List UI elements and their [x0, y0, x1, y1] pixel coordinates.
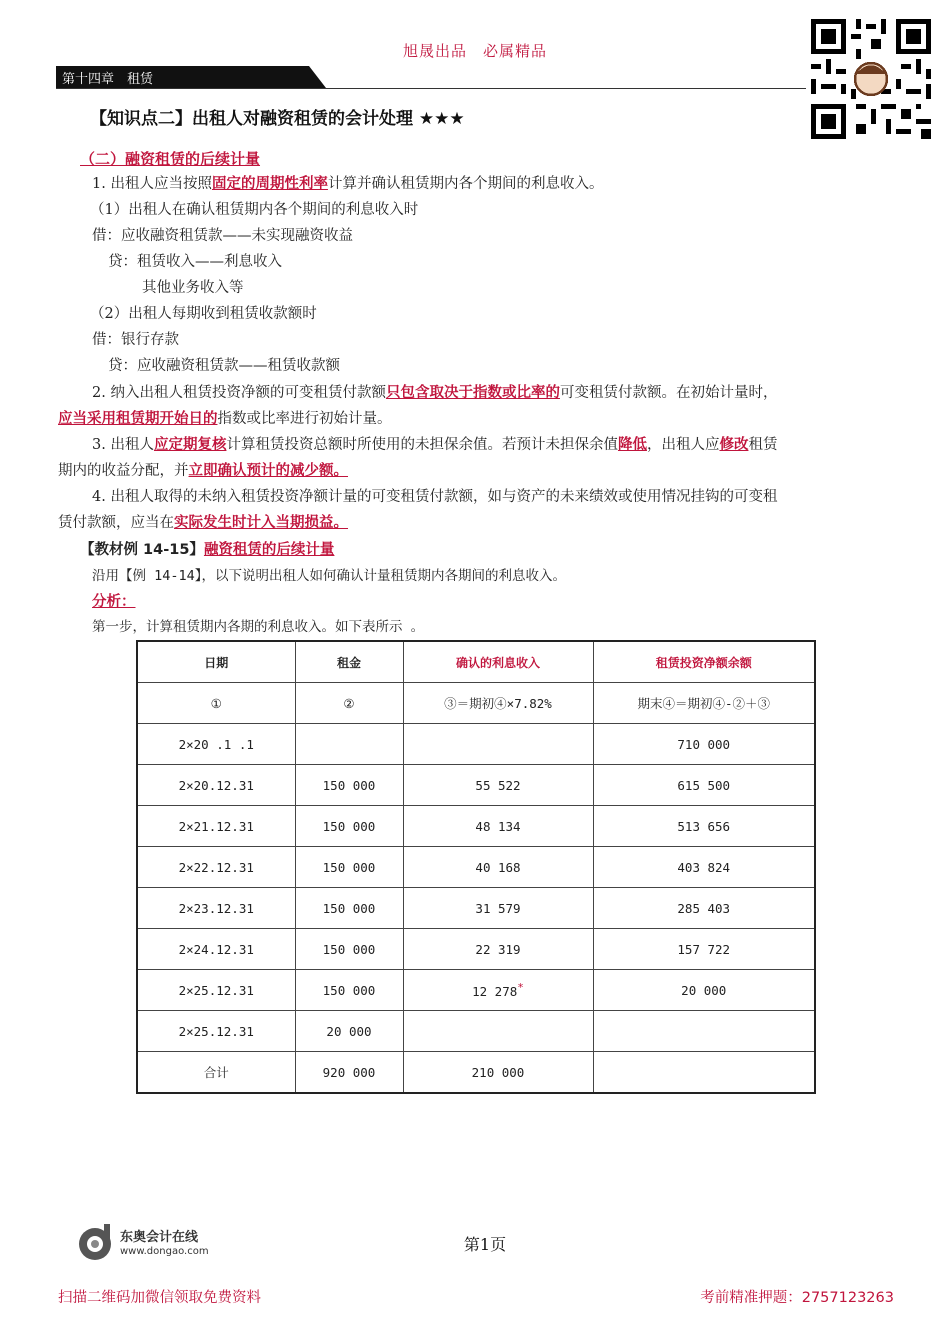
section-title: 【知识点二】出租人对融资租赁的会计处理 ★★★: [90, 109, 465, 129]
subsection-title: （二）融资租赁的后续计量: [80, 150, 261, 168]
table-cell: 157 722: [593, 929, 815, 970]
paragraph-1: [92, 172, 603, 193]
journal-credit-1b: 其他业务收入等: [142, 280, 244, 296]
table-cell: 2×20.12.31: [137, 765, 295, 806]
table-row: [137, 888, 815, 929]
table-cell: 2×25.12.31: [137, 970, 295, 1011]
table-cell: 920 000: [295, 1052, 403, 1094]
highlight: 立即确认预计的减少额。: [188, 462, 348, 479]
paragraph-6-cont: [58, 511, 348, 532]
star-marker: *: [517, 980, 524, 994]
highlight: 只包含取决于指数或比率的: [385, 384, 560, 401]
page-number: 第1页: [463, 1235, 507, 1254]
table-total-row: [137, 1052, 815, 1094]
table-cell: 20 000: [295, 1011, 403, 1052]
table-row: [137, 765, 815, 806]
table-row: [137, 806, 815, 847]
table-cell: 150 000: [295, 847, 403, 888]
table-cell: 150 000: [295, 806, 403, 847]
table-cell: 40 168: [403, 847, 593, 888]
table-cell: 48 134: [403, 806, 593, 847]
interest-income-table: [136, 640, 816, 1094]
table-row: [137, 1011, 815, 1052]
table-cell: 150 000: [295, 888, 403, 929]
table-cell: 615 500: [593, 765, 815, 806]
analysis-label: 分析：: [92, 594, 136, 610]
table-row: [137, 847, 815, 888]
table-cell: [593, 1052, 815, 1094]
table-cell: [403, 970, 593, 1011]
table-cell: ②: [295, 683, 403, 724]
table-cell: 2×22.12.31: [137, 847, 295, 888]
text: 指数或比率进行初始计量。: [217, 411, 392, 427]
table-cell: 150 000: [295, 765, 403, 806]
table-cell: 710 000: [593, 724, 815, 765]
paragraph-4: [92, 381, 777, 402]
table-cell: 20 000: [593, 970, 815, 1011]
text: 计算租赁投资总额时所使用的未担保余值。若预计未担保余值: [226, 437, 618, 453]
table-row: [137, 970, 815, 1011]
header-date: 日期: [137, 641, 295, 683]
table-cell: 期末④＝期初④-②＋③: [593, 683, 815, 724]
table-cell: [403, 724, 593, 765]
table-cell: 55 522: [403, 765, 593, 806]
table-cell: 2×24.12.31: [137, 929, 295, 970]
journal-debit-1: 借：应收融资租赁款——未实现融资收益: [92, 228, 353, 244]
text: 2. 纳入出租人租赁投资净额的可变租赁付款额: [92, 385, 386, 401]
step-1-text: 第一步，计算租赁期内各期的利息收入。如下表所示 。: [92, 619, 425, 635]
table-cell: 22 319: [403, 929, 593, 970]
text: 期内的收益分配，并: [58, 463, 189, 479]
chapter-title: 第十四章 租赁: [62, 72, 154, 87]
paragraph-5-cont: [58, 459, 348, 480]
table-cell: 150 000: [295, 929, 403, 970]
table-row: [137, 724, 815, 765]
logo-name: 东奥会计在线: [120, 1230, 199, 1245]
table-cell: ③＝期初④×7.82%: [403, 683, 593, 724]
logo-url: www.dongao.com: [120, 1246, 209, 1257]
highlight: 应当采用租赁期开始日的: [58, 410, 218, 427]
text: 租赁: [748, 437, 778, 453]
header-divider: [56, 88, 886, 89]
paragraph-5: [92, 433, 777, 454]
text: 可变租赁付款额。在初始计量时，: [559, 385, 778, 401]
table-cell: 403 824: [593, 847, 815, 888]
table-cell: 2×25.12.31: [137, 1011, 295, 1052]
text: 赁付款额，应当在: [58, 515, 174, 531]
table-cell: 210 000: [403, 1052, 593, 1094]
journal-credit-1: 贷：租赁收入——利息收入: [108, 254, 282, 270]
example-title: 融资租赁的后续计量: [203, 542, 335, 558]
table-cell: 513 656: [593, 806, 815, 847]
paragraph-4-cont: [58, 407, 392, 428]
table-cell: [295, 724, 403, 765]
top-banner: 旭晟出品 必属精品: [402, 42, 547, 60]
example-intro: 沿用【例 14-14】，以下说明出租人如何确认计量租赁期内各期间的利息收入。: [92, 568, 567, 584]
text: 计算并确认租赁期内各个期间的利息收入。: [327, 176, 604, 192]
table-cell: 2×21.12.31: [137, 806, 295, 847]
highlight: 修改: [719, 436, 749, 453]
text: 1. 出租人应当按照: [92, 176, 212, 192]
table-row: [137, 929, 815, 970]
highlight: 降低: [617, 436, 647, 453]
table-cell: 285 403: [593, 888, 815, 929]
example-label: 【教材例 14-15】: [80, 542, 204, 558]
journal-debit-2: 借：银行存款: [92, 332, 179, 348]
table-cell-value: 12 278: [472, 984, 518, 1000]
paragraph-3: （2）出租人每期收到租赁收款额时: [90, 306, 317, 322]
highlight: 应定期复核: [153, 436, 227, 453]
table-cell: 2×20 .1 .1: [137, 724, 295, 765]
table-cell: [403, 1011, 593, 1052]
journal-credit-2: 贷：应收融资租赁款——租赁收款额: [108, 358, 340, 374]
highlight: 实际发生时计入当期损益。: [174, 514, 348, 531]
text: 3. 出租人: [92, 437, 154, 453]
header-net-balance: 租赁投资净额余额: [593, 641, 815, 683]
text: ，出租人应: [646, 437, 720, 453]
header-interest: 确认的利息收入: [403, 641, 593, 683]
footer-promo-right: 考前精准押题：2757123263: [700, 1290, 894, 1306]
qr-code-icon: [806, 14, 936, 144]
table-cell: 31 579: [403, 888, 593, 929]
example-heading: [80, 538, 334, 559]
header-rent: 租金: [295, 641, 403, 683]
table-formula-row: [137, 683, 815, 724]
table-cell: 2×23.12.31: [137, 888, 295, 929]
footer-promo-left: 扫描二维码加微信领取免费资料: [58, 1290, 261, 1306]
paragraph-2: （1）出租人在确认租赁期内各个期间的利息收入时: [90, 202, 419, 218]
highlight: 固定的周期性利率: [211, 175, 328, 192]
paragraph-6: 4. 出租人取得的未纳入租赁投资净额计量的可变租赁付款额，如与资产的未来绩效或使用情况挂钩的可变租: [92, 489, 778, 505]
table-cell: 合计: [137, 1052, 295, 1094]
table-header-row: [137, 641, 815, 683]
table-cell: ①: [137, 683, 295, 724]
table-cell: [593, 1011, 815, 1052]
table-cell: 150 000: [295, 970, 403, 1011]
